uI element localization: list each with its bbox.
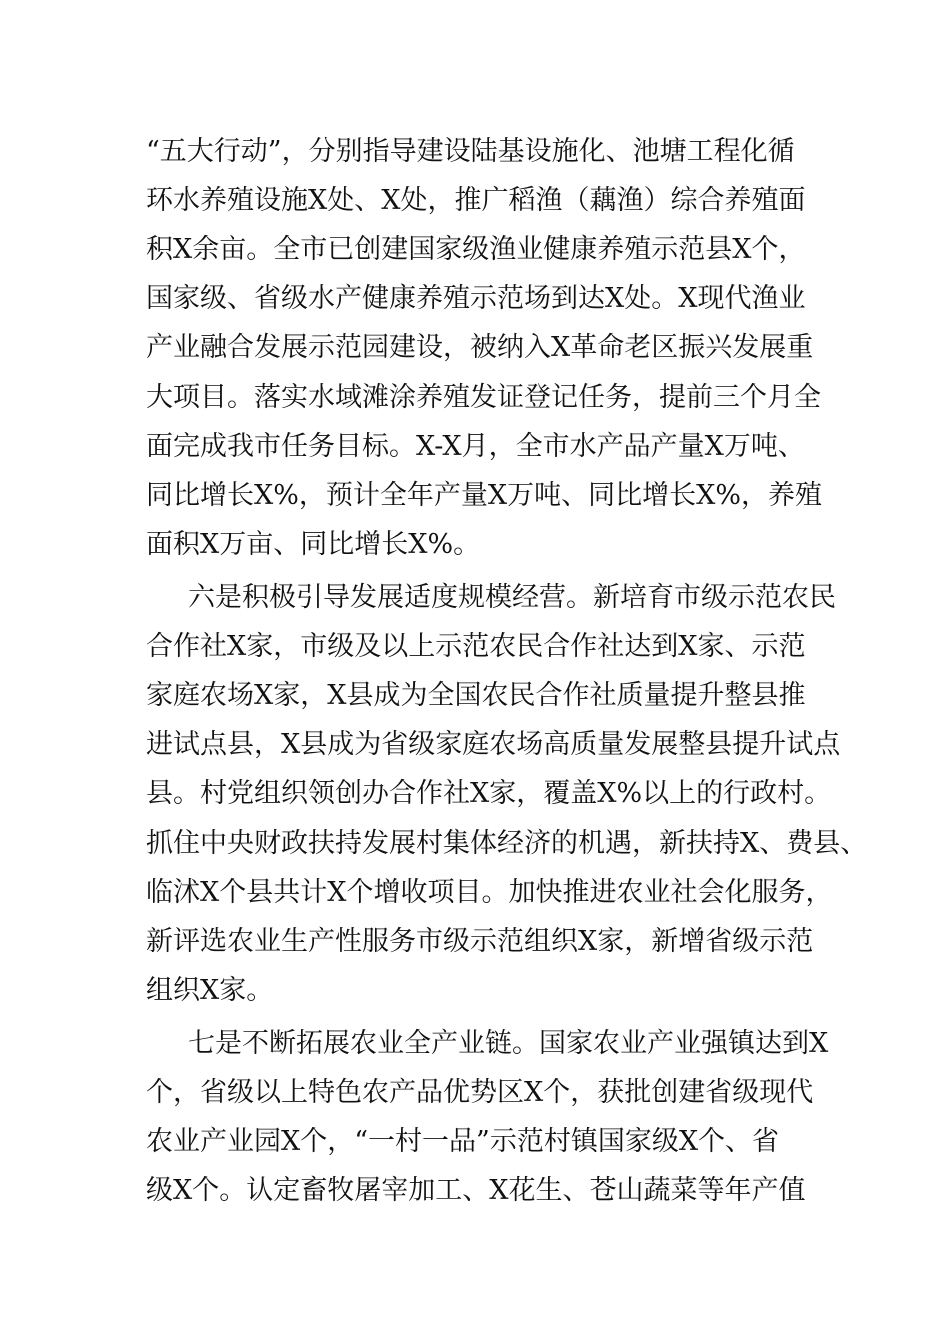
text-line: 临沭X个县共计X个增收项目。加快推进农业社会化服务， (146, 877, 833, 908)
text-line: 家庭农场X家，X县成为全国农民合作社质量提升整县推 (146, 680, 806, 711)
paragraph-start-line: 六是积极引导发展适度规模经营。新培育市级示范农民 (188, 582, 836, 613)
text-line: 环水养殖设施X处、X处，推广稻渔（藕渔）综合养殖面 (146, 185, 806, 216)
text-line: 进试点县，X县成为省级家庭农场高质量发展整县提升试点 (146, 729, 841, 760)
text-line: 产业融合发展示范园建设，被纳入X革命老区振兴发展重 (146, 332, 814, 363)
text-line: 个，省级以上特色农产品优势区X个，获批创建省级现代 (146, 1077, 814, 1108)
text-line: 面积X万亩、同比增长X%。 (146, 529, 481, 560)
text-line: 合作社X家，市级及以上示范农民合作社达到X家、示范 (146, 631, 806, 662)
text-line: 新评选农业生产性服务市级示范组织X家，新增省级示范 (146, 926, 814, 957)
text-line: 抓住中央财政扶持发展村集体经济的机遇，新扶持X、费县、 (146, 828, 868, 859)
text-line: 同比增长X%，预计全年产量X万吨、同比增长X%，养殖 (146, 480, 822, 511)
text-line: 积X余亩。全市已创建国家级渔业健康养殖示范县X个， (146, 234, 806, 265)
text-line: 面完成我市任务目标。X-X月，全市水产品产量X万吨、 (146, 431, 805, 462)
text-line: 县。村党组织领创办合作社X家，覆盖X%以上的行政村。 (146, 778, 832, 809)
text-line: 组织X家。 (146, 975, 274, 1006)
text-line: “五大行动”，分别指导建设陆基设施化、池塘工程化循 (146, 136, 795, 167)
paragraph-start-line: 七是不断拓展农业全产业链。国家农业产业强镇达到X (188, 1028, 829, 1059)
text-line: 级X个。认定畜牧屠宰加工、X花生、苍山蔬菜等年产值 (146, 1175, 806, 1206)
text-line: 国家级、省级水产健康养殖示范场到达X处。X现代渔业 (146, 283, 806, 314)
text-line: 农业产业园X个，“一村一品”示范村镇国家级X个、省 (146, 1126, 780, 1157)
text-line: 大项目。落实水域滩涂养殖发证登记任务，提前三个月全 (146, 382, 821, 413)
